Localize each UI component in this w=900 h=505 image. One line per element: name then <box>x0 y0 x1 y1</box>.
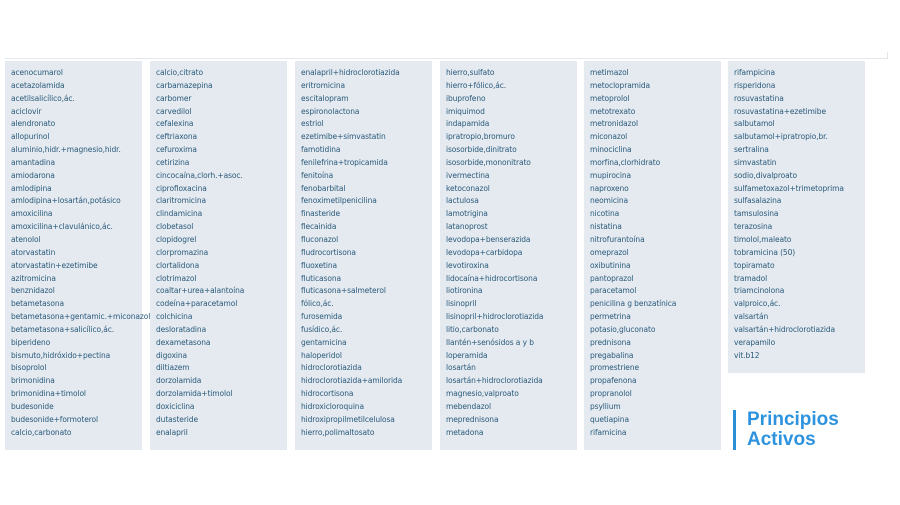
drug-item: clobetasol <box>156 222 194 232</box>
drug-item: meprednisona <box>446 414 499 424</box>
drug-item: furosemida <box>301 312 343 322</box>
drug-item: sulfametoxazol+trimetoprima <box>734 183 844 193</box>
drug-item: atorvastatin <box>11 247 56 257</box>
drug-column-2 <box>150 61 287 450</box>
drug-item: enalapril <box>156 427 188 437</box>
drug-item: estriol <box>301 119 324 129</box>
drug-item: sertralina <box>734 145 769 155</box>
drug-item: dutasteride <box>156 414 198 424</box>
drug-column-4 <box>440 61 577 450</box>
drug-item: fluconazol <box>301 234 339 244</box>
drug-item: cincocaína,clorh.+asoc. <box>156 170 243 180</box>
drug-item: clotrimazol <box>156 273 197 283</box>
drug-item: terazosina <box>734 222 773 232</box>
drug-item: biperideno <box>11 337 51 347</box>
drug-item: topiramato <box>734 260 775 270</box>
drug-item: simvastatin <box>734 157 777 167</box>
drug-item: nitrofurantoína <box>590 234 645 244</box>
drug-item: metimazol <box>590 68 629 77</box>
drug-item: clindamicina <box>156 209 203 219</box>
drug-item: indapamida <box>446 119 490 129</box>
drug-item: clortalidona <box>156 260 200 270</box>
drug-item: levotiroxina <box>446 260 489 270</box>
drug-item: losartán+hidroclorotiazida <box>446 376 543 386</box>
drug-item: promestriene <box>590 363 639 373</box>
drug-item: claritromicina <box>156 196 206 206</box>
brand-title <box>733 410 839 450</box>
drug-item: paracetamol <box>590 286 637 296</box>
drug-item: cefalexina <box>156 119 194 129</box>
drug-item: bismuto,hidróxido+pectina <box>11 350 111 360</box>
drug-item: sulfasalazina <box>734 196 782 206</box>
drug-item: colchicina <box>156 312 193 322</box>
drug-item: fenilefrina+tropicamida <box>301 157 388 167</box>
drug-item: timolol,maleato <box>734 234 792 244</box>
drug-item: espironolactona <box>301 106 360 116</box>
drug-item: acetazolamida <box>11 80 65 90</box>
drug-item: permetrina <box>590 312 631 322</box>
drug-item: losartán <box>446 363 476 373</box>
drug-item: metotrexato <box>590 106 636 116</box>
drug-item: vit.b12 <box>734 350 760 360</box>
drug-item: rosuvastatina+ezetimibe <box>734 106 826 116</box>
drug-item: isosorbide,dinitrato <box>446 145 517 155</box>
drug-item: digoxina <box>156 350 188 360</box>
drug-item: psyllium <box>590 401 621 411</box>
drug-item: pregabalina <box>590 350 634 360</box>
drug-item: finasteride <box>301 209 340 219</box>
drug-item: tamsulosina <box>734 209 779 219</box>
drug-item: mupirocina <box>590 170 631 180</box>
drug-item: ciprofloxacina <box>156 183 207 193</box>
drug-item: budesonide+formoterol <box>11 414 99 424</box>
drug-column-3 <box>295 61 432 450</box>
drug-item: rifampicina <box>734 68 776 77</box>
drug-item: lactulosa <box>446 196 479 206</box>
drug-item: desloratadina <box>156 324 207 334</box>
drug-item: escitalopram <box>301 93 349 103</box>
drug-item: isosorbide,mononitrato <box>446 157 531 167</box>
drug-item: penicilina g benzatínica <box>590 299 677 309</box>
drug-item: litio,carbonato <box>446 324 499 334</box>
drug-item: dorzolamida+timolol <box>156 389 233 399</box>
drug-item: budesonide <box>11 401 54 411</box>
drug-item: clorpromazina <box>156 247 209 257</box>
drug-item: dexametasona <box>156 337 211 347</box>
drug-item: cefuroxima <box>156 145 197 155</box>
drug-item: coaltar+urea+alantoína <box>156 286 245 296</box>
drug-item: amlodipina+losartán,potásico <box>11 196 121 206</box>
drug-item: amoxicilina <box>11 209 53 219</box>
drug-item: rosuvastatina <box>734 93 784 103</box>
drug-item: betametasona+salicílico,ác. <box>11 324 115 334</box>
drug-item: benznidazol <box>11 286 55 296</box>
drug-item: aciclovir <box>11 106 42 116</box>
drug-item: hierro,polimaltosato <box>301 427 375 437</box>
drug-item: ibuprofeno <box>446 93 486 103</box>
drug-item: carbamazepina <box>156 80 213 90</box>
drug-item: neomicina <box>590 196 629 206</box>
drug-item: nicotina <box>590 209 620 219</box>
drug-item: dorzolamida <box>156 376 202 386</box>
drug-item: hidrocortisona <box>301 389 354 399</box>
drug-item: azitromicina <box>11 273 56 283</box>
drug-item: fludrocortisona <box>301 247 356 257</box>
drug-item: amantadina <box>11 157 55 167</box>
drug-item: lisinopril <box>446 299 477 309</box>
drug-item: metoprolol <box>590 93 630 103</box>
drug-item: fluticasona+salmeterol <box>301 286 386 296</box>
drug-item: enalapril+hidroclorotiazida <box>301 68 400 77</box>
drug-item: hidroxipropilmetilcelulosa <box>301 414 395 424</box>
drug-item: ipratropio,bromuro <box>446 132 515 142</box>
drug-item: allopurinol <box>11 132 50 142</box>
drug-item: ezetimibe+simvastatin <box>301 132 386 142</box>
drug-item: morfina,clorhidrato <box>590 157 661 167</box>
drug-item: calcio,carbonato <box>11 427 72 437</box>
drug-item: oxibutinina <box>590 260 631 270</box>
drug-item: carbomer <box>156 93 192 103</box>
drug-item: miconazol <box>590 132 628 142</box>
drug-column-1 <box>5 61 151 450</box>
drug-item: haloperidol <box>301 350 342 360</box>
drug-item: famotidina <box>301 145 341 155</box>
drug-item: magnesio,valproato <box>446 389 519 399</box>
drug-item: salbutamol+ipratropio,br. <box>734 132 828 142</box>
drug-item: metronidazol <box>590 119 638 129</box>
drug-item: alendronato <box>11 119 56 129</box>
drug-item: lidocaína+hidrocortisona <box>446 273 538 283</box>
drug-item: lisinopril+hidroclorotiazida <box>446 312 544 322</box>
drug-column-6 <box>728 61 865 373</box>
drug-item: atenolol <box>11 234 41 244</box>
drug-item: lamotrigina <box>446 209 488 219</box>
drug-item: imiquimod <box>446 106 485 116</box>
drug-item: quetiapina <box>590 414 629 424</box>
drug-item: flecainida <box>301 222 337 232</box>
drug-item: tramadol <box>734 273 768 283</box>
drug-item: levodopa+benserazida <box>446 234 531 244</box>
drug-item: levodopa+carbidopa <box>446 247 523 257</box>
drug-item: eritromicina <box>301 80 345 90</box>
drug-item: codeína+paracetamol <box>156 299 238 309</box>
drug-item: aluminio,hidr.+magnesio,hidr. <box>11 145 121 155</box>
drug-item: fenitoína <box>301 170 334 180</box>
drug-item: fusídico,ác. <box>301 324 343 334</box>
brand-title-line-1: Principios <box>747 409 839 430</box>
drug-item: verapamilo <box>734 337 776 347</box>
drug-item: valproico,ác. <box>734 299 781 309</box>
drug-item: betametasona+gentamic.+miconazol <box>11 312 151 322</box>
drug-item: diltiazem <box>156 363 190 373</box>
drug-item: risperidona <box>734 80 776 90</box>
drug-item: brimonidina <box>11 376 55 386</box>
drug-item: omeprazol <box>590 247 629 257</box>
drug-item: hierro,sulfato <box>446 68 495 77</box>
drug-item: amiodarona <box>11 170 55 180</box>
drug-item: betametasona <box>11 299 65 309</box>
drug-item: valsartán <box>734 312 769 322</box>
drug-item: valsartán+hidroclorotiazida <box>734 324 835 334</box>
drug-item: fenobarbital <box>301 183 346 193</box>
drug-item: rifamicina <box>590 427 627 437</box>
drug-item: hierro+fólico,ác. <box>446 80 507 90</box>
drug-item: tobramicina (50) <box>734 247 796 257</box>
drug-item: calcio,citrato <box>156 68 203 77</box>
drug-item: propranolol <box>590 389 632 399</box>
drug-item: mebendazol <box>446 401 492 411</box>
drug-item: minociclina <box>590 145 632 155</box>
drug-item: naproxeno <box>590 183 629 193</box>
drug-item: gentamicina <box>301 337 347 347</box>
drug-item: brimonidina+timolol <box>11 389 86 399</box>
drug-item: triamcinolona <box>734 286 785 296</box>
drug-item: sodio,divalproato <box>734 170 797 180</box>
drug-item: doxiciclina <box>156 401 195 411</box>
drug-item: amoxicilina+clavulánico,ác. <box>11 222 113 232</box>
drug-item: carvedilol <box>156 106 192 116</box>
drug-item: pantoprazol <box>590 273 634 283</box>
drug-column-5 <box>584 61 721 450</box>
drug-item: loperamida <box>446 350 488 360</box>
drug-item: atorvastatin+ezetimibe <box>11 260 98 270</box>
drug-item: metoclopramida <box>590 80 651 90</box>
brand-title-line-2: Activos <box>747 429 816 450</box>
drug-item: salbutamol <box>734 119 775 129</box>
drug-item: clopidogrel <box>156 234 197 244</box>
drug-item: bisoprolol <box>11 363 47 373</box>
drug-item: propafenona <box>590 376 637 386</box>
drug-item: hidroclorotiazida+amilorida <box>301 376 403 386</box>
drug-item: cetirizina <box>156 157 190 167</box>
drug-item: hidroxicloroquina <box>301 401 364 411</box>
drug-item: latanoprost <box>446 222 488 232</box>
drug-item: potasio,gluconato <box>590 324 656 334</box>
drug-item: nistatina <box>590 222 622 232</box>
drug-item: metadona <box>446 427 484 437</box>
drug-item: acenocumarol <box>11 68 63 77</box>
drug-item: prednisona <box>590 337 631 347</box>
drug-item: fólico,ác. <box>301 299 334 309</box>
drug-item: liotironina <box>446 286 483 296</box>
drug-item: acetilsalicílico,ác. <box>11 93 75 103</box>
drug-item: fluticasona <box>301 273 341 283</box>
top-divider <box>5 52 888 59</box>
drug-item: amlodipina <box>11 183 52 193</box>
drug-item: fenoximetilpenicilina <box>301 196 377 206</box>
drug-item: hidroclorotiazida <box>301 363 362 373</box>
drug-item: ceftriaxona <box>156 132 197 142</box>
drug-item: ketoconazol <box>446 183 490 193</box>
drug-item: llantén+senósidos a y b <box>446 337 534 347</box>
drug-item: fluoxetina <box>301 260 338 270</box>
drug-item: ivermectina <box>446 170 490 180</box>
